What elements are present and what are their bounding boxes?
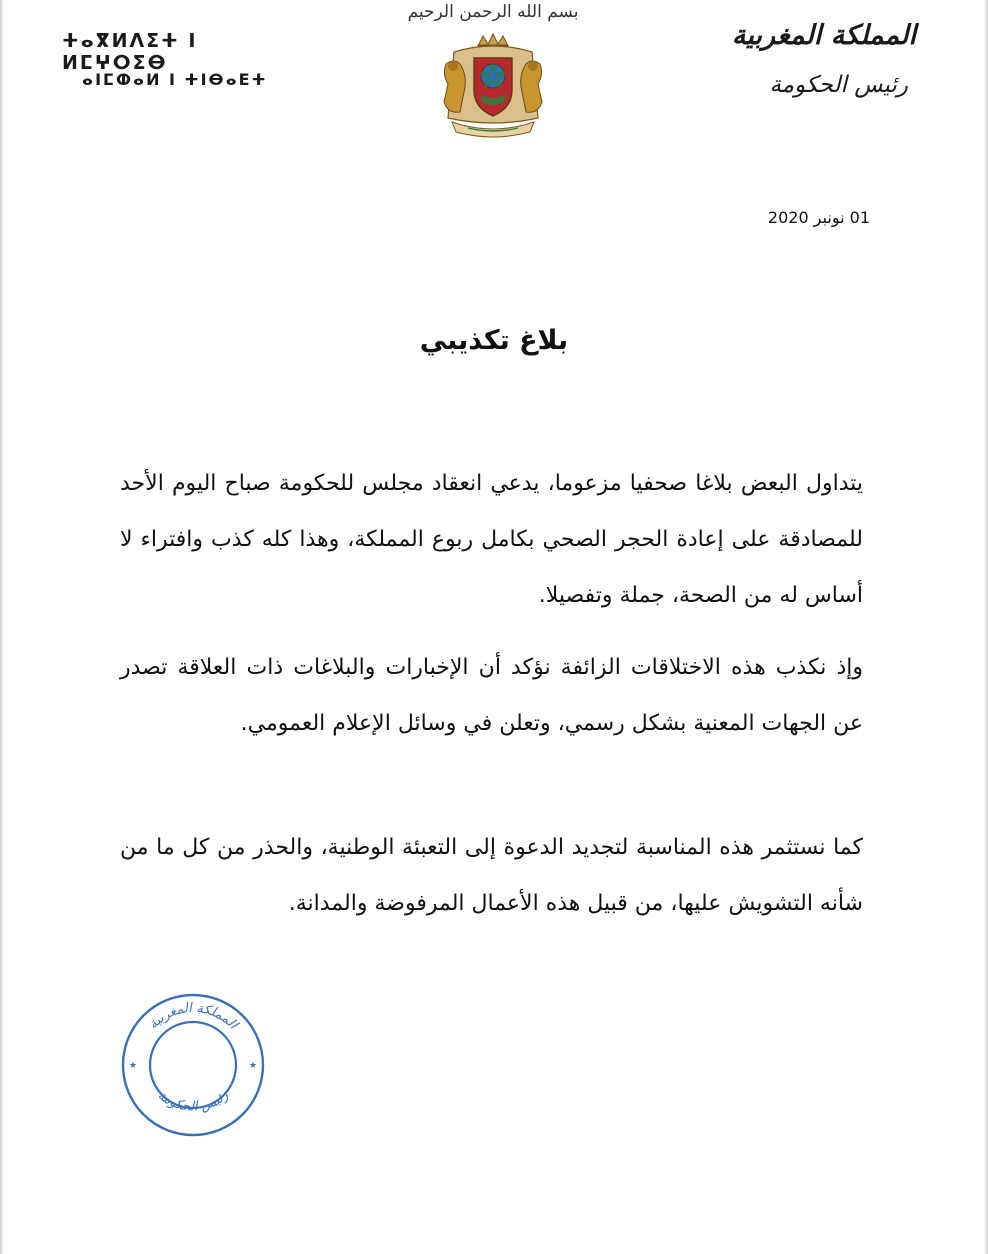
- head-of-government-calligraphy: رئيس الحكومة: [769, 72, 908, 98]
- document-date: 01 نونبر 2020: [767, 208, 870, 227]
- official-stamp-seal: [118, 990, 268, 1140]
- page-edge-right: [984, 0, 988, 1254]
- paragraph-2: وإذ نكذب هذه الاختلاقات الزائفة نؤكد أن الإخبارات والبلاغات ذات العلاقة تصدر عن الجهات المعنية بشكل رسمي، وتعلن في وسائل الإعلام العمومي.: [120, 655, 863, 736]
- royal-coat-of-arms-emblem: [434, 32, 552, 140]
- paragraph-3: كما نستثمر هذه المناسبة لتجديد الدعوة إلى التعبئة الوطنية، والحذر من كل ما من شأنه التشويش عليها، من قبيل هذه الأعمال المرفوضة والمدانة.: [120, 835, 863, 916]
- svg-text:★: ★: [249, 1061, 258, 1071]
- page-edge-left: [0, 0, 4, 1254]
- tifinagh-head-of-government-label: ⴰⵏⵎⵀⴰⵍ ⵏ ⵜⵏⴱⴰⴹⵜ: [82, 70, 268, 89]
- basmala-calligraphy: بسم الله الرحمن الرحيم: [407, 2, 579, 22]
- paragraph-1: يتداول البعض بلاغا صحفيا مزعوما، يدعي انعقاد مجلس للحكومة صباح اليوم الأحد للمصادقة على إعادة الحجر الصحي بكامل ربوع المملكة، وهذا كله كذب وافتراء لا أساس له من الصحة، جملة وتفصيلا.: [120, 471, 863, 608]
- tifinagh-kingdom-label: ⵜⴰⴳⵍⴷⵉⵜ ⵏ ⵍⵎⵖⵔⵉⴱ: [62, 30, 198, 74]
- seal-top-text: المملكة المغربية: [145, 1000, 241, 1033]
- svg-text:★: ★: [129, 1061, 138, 1071]
- kingdom-header-calligraphy: المملكة المغربية: [731, 20, 916, 51]
- document-title: بلاغ تكذيبي: [419, 325, 569, 356]
- seal-bottom-text: رئيس الحكومة: [154, 1088, 232, 1115]
